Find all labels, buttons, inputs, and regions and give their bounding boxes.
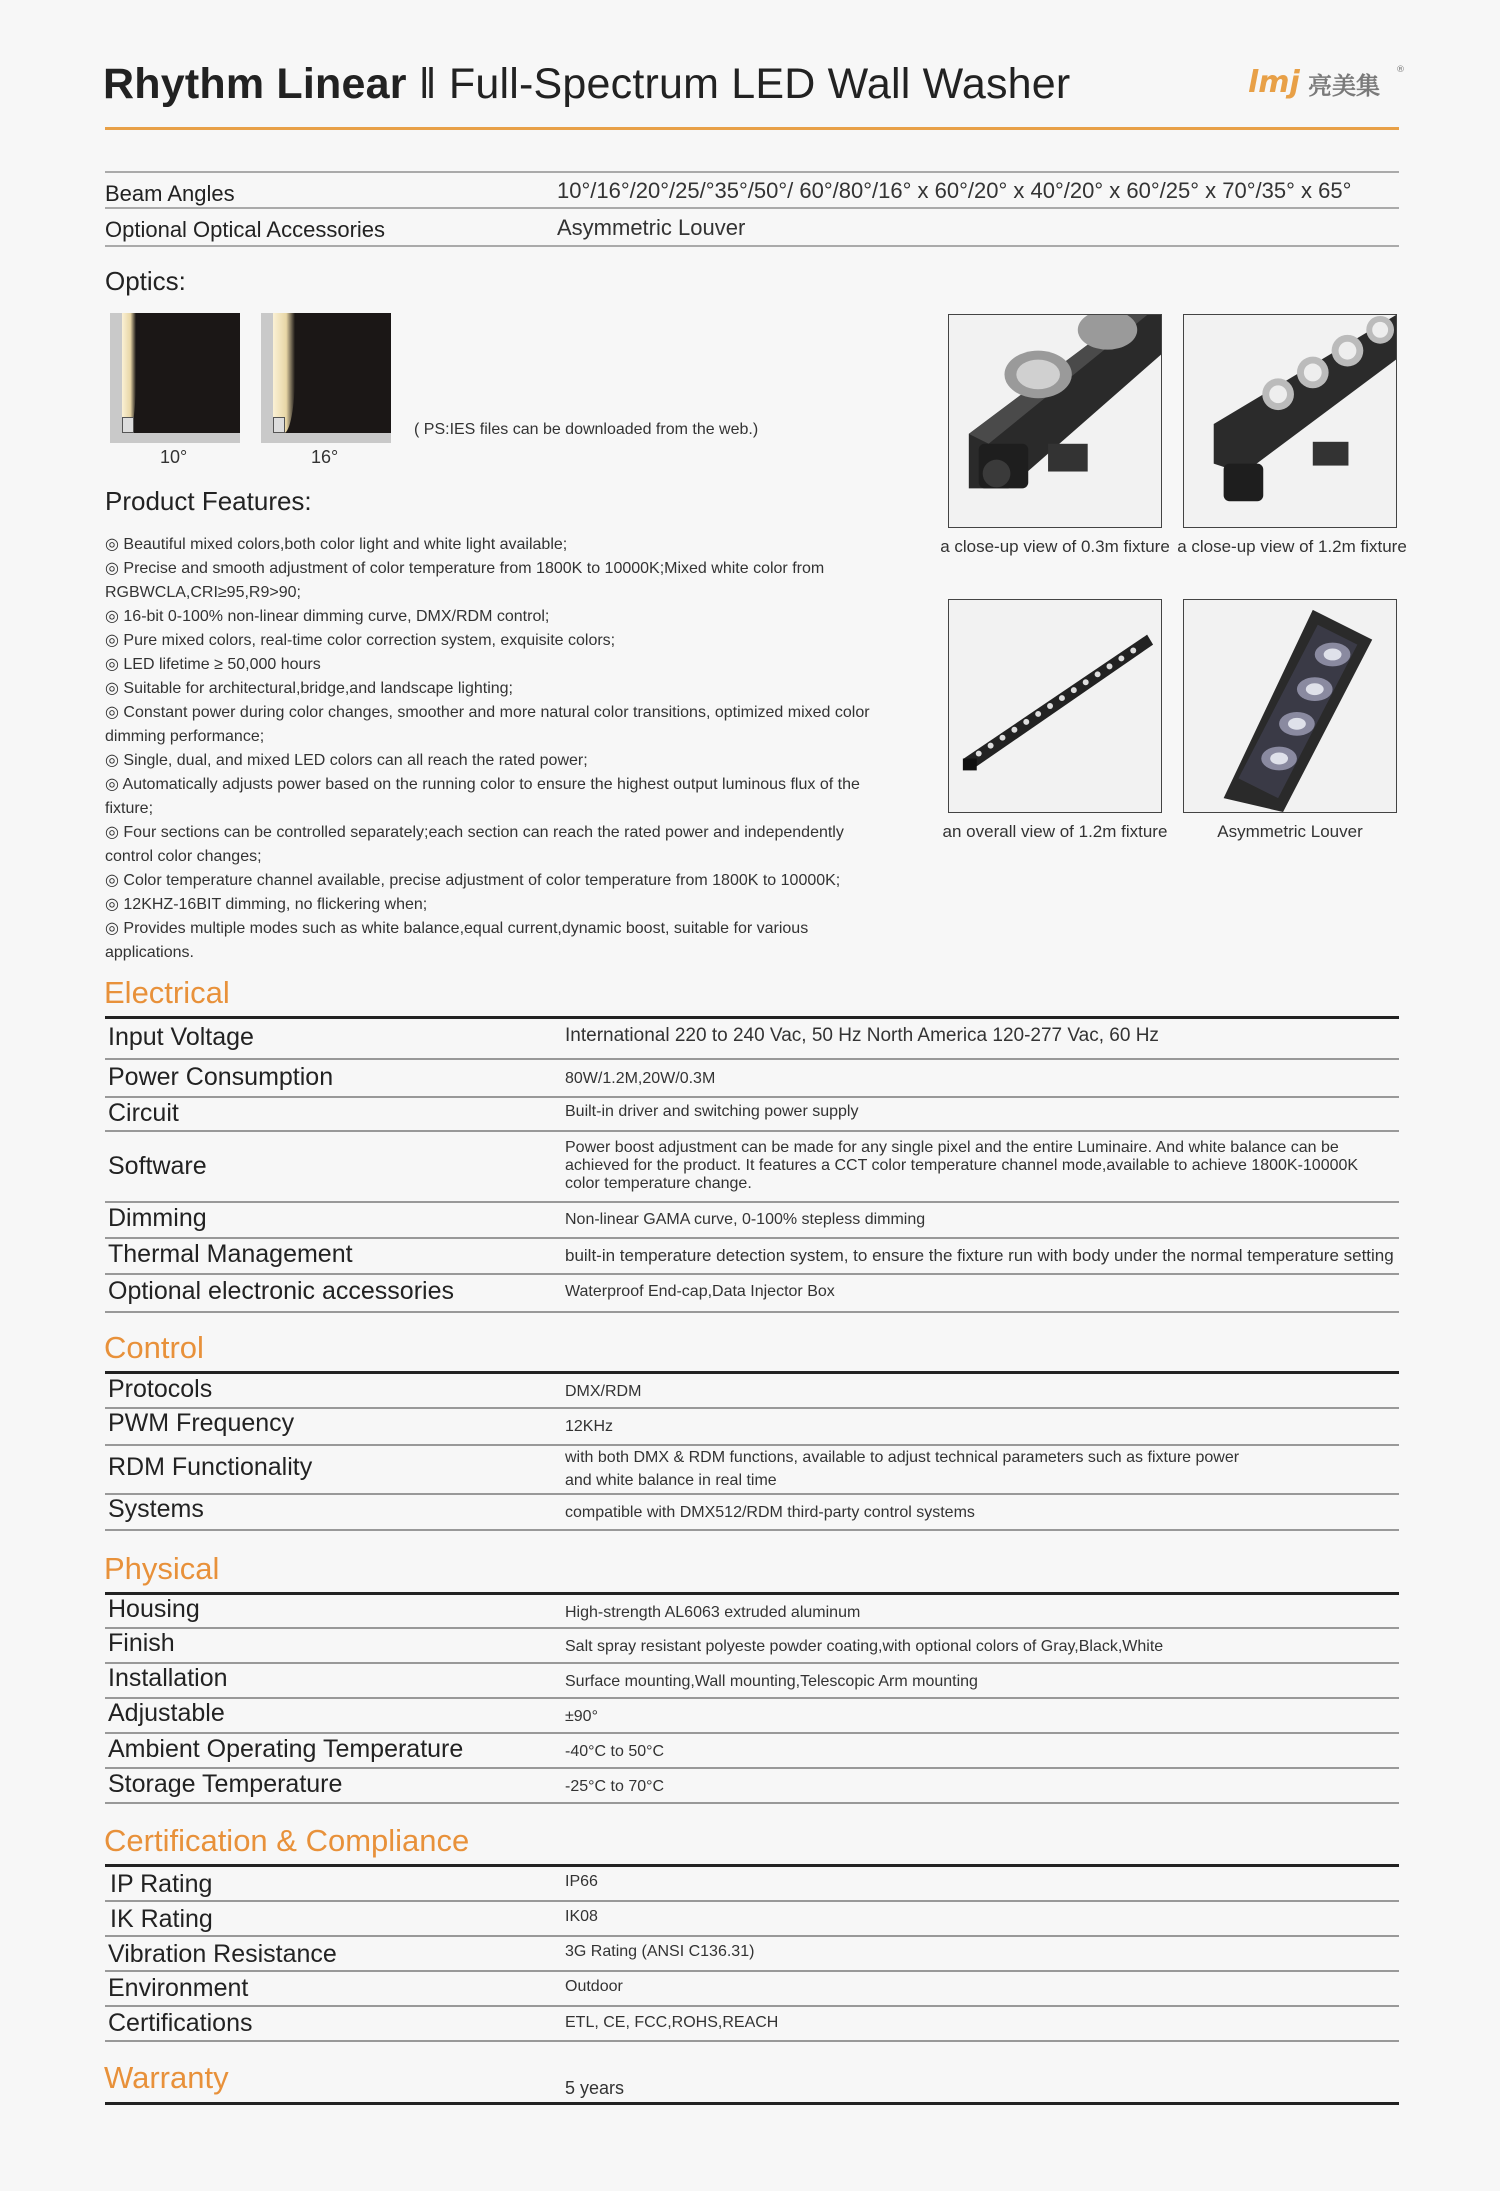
feature-line: ◎ Constant power during color changes, smoother and more natural color transitions, optimized mixed color: [105, 704, 870, 721]
feature-line: ◎ Beautiful mixed colors,both color light and white light available;: [105, 536, 568, 553]
photo-caption: Asymmetric Louver: [1217, 822, 1363, 841]
spec-label: Protocols: [108, 1375, 213, 1403]
feature-line: ◎ Suitable for architectural,bridge,and landscape lighting;: [105, 680, 513, 697]
spec-row-vibration-resistance: [105, 1937, 1399, 1972]
spec-value: 3G Rating (ANSI C136.31): [565, 1943, 755, 1960]
title-separator: ‖: [406, 60, 449, 108]
feature-line: control color changes;: [105, 848, 262, 865]
spec-value: built-in temperature detection system, to ensure the fixture run with body under the normal temperature setting: [565, 1246, 1394, 1265]
spec-row-housing: [105, 1595, 1399, 1629]
photo-asymmetric-louver: [1183, 599, 1397, 813]
spec-row-dimming: [105, 1203, 1399, 1239]
warranty-value: 5 years: [565, 2078, 625, 2098]
feature-line: ◎ 16-bit 0-100% non-linear dimming curve, DMX/RDM control;: [105, 608, 550, 625]
spec-value: Outdoor: [565, 1978, 623, 1995]
feature-line: ◎ LED lifetime ≥ 50,000 hours: [105, 656, 321, 673]
spec-value: High-strength AL6063 extruded aluminum: [565, 1604, 861, 1621]
spec-value: Asymmetric Louver: [557, 215, 746, 240]
spec-label: Beam Angles: [105, 181, 235, 206]
feature-line: ◎ Color temperature channel available, precise adjustment of color temperature from 1800K to 10000K;: [105, 872, 841, 889]
spec-row-circuit: [105, 1098, 1399, 1132]
spec-label: IK Rating: [110, 1905, 213, 1933]
spec-label: Power Consumption: [108, 1063, 334, 1091]
section-heading-physical: Physical: [104, 1551, 220, 1586]
feature-line: ◎ Four sections can be controlled separately;each section can reach the rated power and independently: [105, 824, 844, 841]
section-heading-control: Control: [104, 1330, 204, 1365]
spec-label: Systems: [108, 1495, 204, 1523]
features-heading: Product Features:: [105, 486, 312, 516]
spec-row-environment: [105, 1972, 1399, 2007]
spec-value: -40°C to 50°C: [565, 1743, 665, 1760]
spec-value: Waterproof End-cap,Data Injector Box: [565, 1283, 835, 1300]
spec-row-certifications: [105, 2007, 1399, 2042]
spec-row-protocols: [105, 1374, 1399, 1409]
spec-row-ip-rating: [105, 1867, 1399, 1902]
spec-row-optical-accessories: [105, 207, 1399, 247]
spec-row-software: [105, 1132, 1399, 1203]
spec-value: Built-in driver and switching power supply: [565, 1103, 859, 1120]
brand-logo: [1246, 58, 1408, 102]
spec-label: Software: [108, 1152, 207, 1180]
svg-text:®: ®: [1396, 65, 1405, 75]
optic-caption: 16°: [311, 447, 339, 467]
optic-caption: 10°: [160, 447, 188, 467]
photo-overall-12m: [948, 599, 1162, 813]
spec-label: PWM Frequency: [108, 1409, 295, 1437]
spec-value: Surface mounting,Wall mounting,Telescopic Arm mounting: [565, 1673, 978, 1690]
spec-value: IP66: [565, 1873, 598, 1890]
spec-label: Circuit: [108, 1099, 179, 1127]
spec-row-rdm-functionality: [105, 1446, 1399, 1495]
spec-label: Optional Optical Accessories: [105, 217, 386, 242]
feature-line: ◎ Single, dual, and mixed LED colors can all reach the rated power;: [105, 752, 588, 769]
section-heading-warranty: Warranty: [104, 2060, 229, 2095]
photo-caption: a close-up view of 1.2m fixture: [1177, 537, 1407, 556]
spec-value-line: Power boost adjustment can be made for any single pixel and the entire Luminaire. And white balance can be: [565, 1139, 1339, 1156]
photo-caption: a close-up view of 0.3m fixture: [940, 537, 1170, 556]
spec-label: Optional electronic accessories: [108, 1277, 454, 1305]
spec-value: International 220 to 240 Vac, 50 Hz North America 120-277 Vac, 60 Hz: [565, 1025, 1159, 1046]
spec-row-adjustable: [105, 1699, 1399, 1734]
spec-value: ±90°: [565, 1708, 598, 1725]
spec-label: Storage Temperature: [108, 1770, 343, 1798]
svg-text:lmj: lmj: [1248, 65, 1300, 100]
spec-value: -25°C to 70°C: [565, 1778, 665, 1795]
section-rule: [105, 2102, 1399, 2105]
spec-value: 80W/1.2M,20W/0.3M: [565, 1070, 716, 1087]
svg-text:亮美集: 亮美集: [1308, 72, 1380, 100]
feature-line: ◎ Provides multiple modes such as white balance,equal current,dynamic boost, suitable for various: [105, 920, 809, 937]
spec-label: Ambient Operating Temperature: [108, 1735, 464, 1763]
spec-label: Input Voltage: [108, 1023, 254, 1051]
feature-line: applications.: [105, 944, 194, 961]
feature-line: ◎ 12KHZ-16BIT dimming, no flickering when;: [105, 896, 428, 913]
feature-line: ◎ Precise and smooth adjustment of color temperature from 1800K to 10000K;Mixed white color from: [105, 560, 825, 577]
spec-label: Adjustable: [108, 1699, 225, 1727]
feature-line: fixture;: [105, 800, 154, 817]
spec-row-power-consumption: [105, 1060, 1399, 1098]
section-heading-electrical: Electrical: [104, 975, 230, 1010]
page-title: [103, 60, 1070, 109]
spec-row-ambient-temperature: [105, 1734, 1399, 1769]
spec-value: compatible with DMX512/RDM third-party control systems: [565, 1504, 975, 1521]
optics-heading: Optics:: [105, 266, 186, 296]
spec-row-thermal-management: [105, 1239, 1399, 1275]
spec-row-electronic-accessories: [105, 1275, 1399, 1313]
optic-diagram-16: [261, 313, 391, 443]
spec-value-line: color temperature change.: [565, 1175, 752, 1192]
feature-line: ◎ Pure mixed colors, real-time color correction system, exquisite colors;: [105, 632, 616, 649]
photo-closeup-03m: [948, 314, 1162, 528]
spec-row-input-voltage: [105, 1019, 1399, 1060]
feature-line: ◎ Automatically adjusts power based on the running color to ensure the highest output luminous flux of the: [105, 776, 860, 793]
title-bold: Rhythm Linear: [103, 60, 407, 108]
spec-label: Vibration Resistance: [108, 1940, 337, 1968]
spec-row-systems: [105, 1495, 1399, 1531]
spec-label: Dimming: [108, 1204, 207, 1232]
spec-label: Finish: [108, 1629, 175, 1657]
spec-label: Certifications: [108, 2009, 253, 2037]
spec-value-line: and white balance in real time: [565, 1472, 777, 1489]
spec-value: Salt spray resistant polyeste powder coating,with optional colors of Gray,Black,White: [565, 1638, 1164, 1655]
photo-closeup-12m: [1183, 314, 1397, 528]
spec-row-installation: [105, 1664, 1399, 1699]
spec-label: Environment: [108, 1974, 249, 2002]
spec-row-beam-angles: [105, 171, 1399, 209]
spec-value-line: achieved for the product. It features a CCT color temperature channel mode,available to achieve 1800K-10000K: [565, 1157, 1359, 1174]
spec-value: 12KHz: [565, 1418, 614, 1435]
spec-row-pwm-frequency: [105, 1409, 1399, 1446]
spec-row-finish: [105, 1629, 1399, 1664]
feature-line: dimming performance;: [105, 728, 265, 745]
spec-label: Installation: [108, 1664, 228, 1692]
spec-value-line: with both DMX & RDM functions, available to adjust technical parameters such as fixture power: [565, 1449, 1240, 1466]
feature-line: RGBWCLA,CRI≥95,R9>90;: [105, 584, 301, 601]
header-rule: [105, 127, 1399, 130]
spec-value: ETL, CE, FCC,ROHS,REACH: [565, 2014, 779, 2031]
spec-label: IP Rating: [110, 1870, 213, 1898]
spec-label: RDM Functionality: [108, 1453, 313, 1481]
title-rest: Full-Spectrum LED Wall Washer: [448, 60, 1071, 108]
spec-row-storage-temperature: [105, 1769, 1399, 1804]
section-heading-certification: Certification & Compliance: [104, 1823, 470, 1858]
features-list: [105, 533, 905, 965]
spec-value: IK08: [565, 1908, 598, 1925]
ies-note: ( PS:IES files can be downloaded from the web.): [414, 421, 759, 438]
spec-label: Housing: [108, 1595, 200, 1623]
spec-value: 10°/16°/20°/25/°35°/50°/ 60°/80°/16° x 60°/20° x 40°/20° x 60°/25° x 70°/35° x 65°: [557, 178, 1352, 203]
photo-caption: an overall view of 1.2m fixture: [942, 822, 1168, 841]
spec-value: Non-linear GAMA curve, 0-100% stepless dimming: [565, 1211, 926, 1228]
spec-row-ik-rating: [105, 1902, 1399, 1937]
optic-diagram-10: [110, 313, 240, 443]
spec-label: Thermal Management: [108, 1240, 353, 1268]
spec-value: DMX/RDM: [565, 1383, 642, 1400]
